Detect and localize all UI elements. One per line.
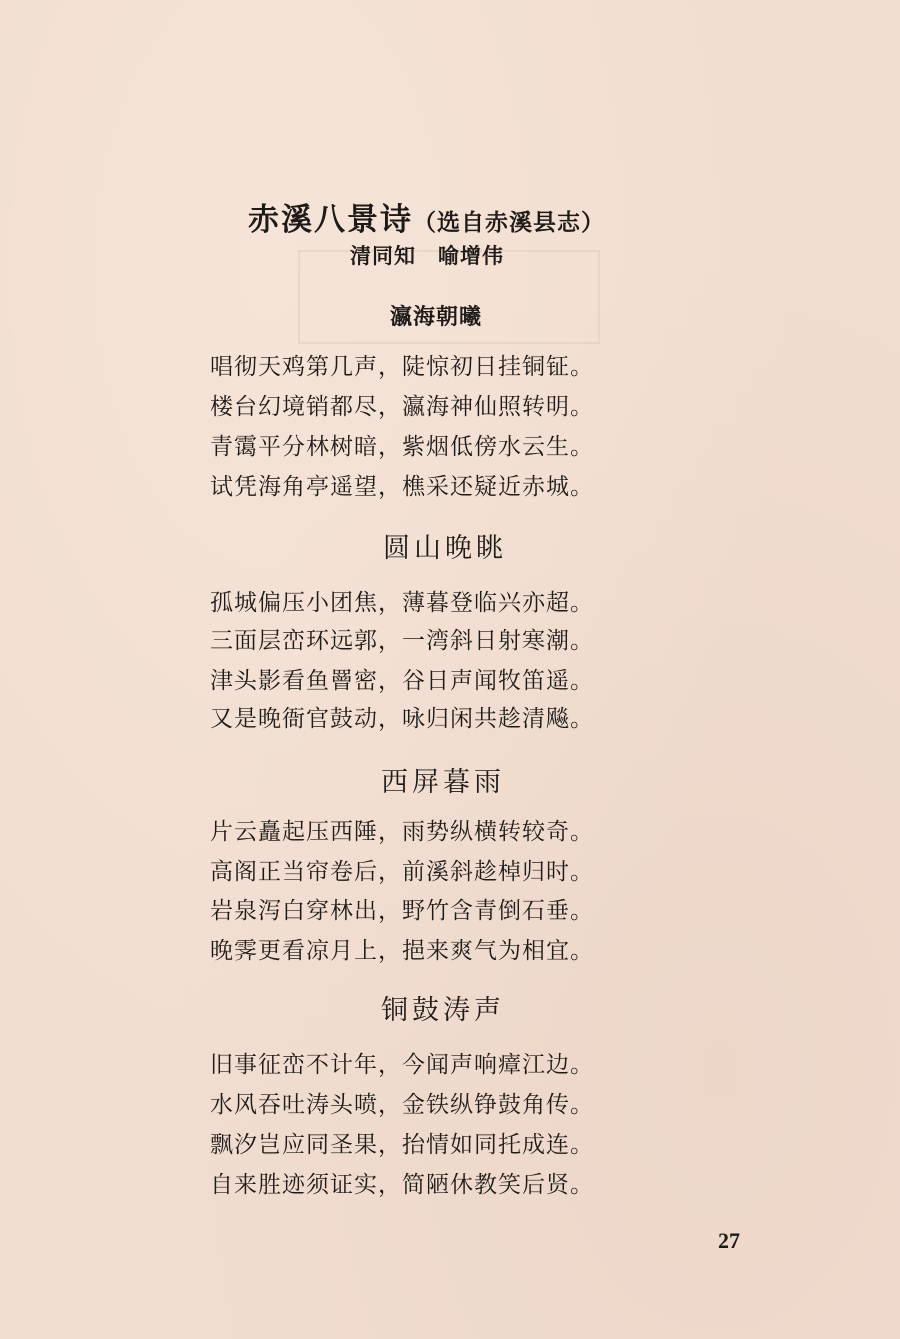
poem-title-4: 铜鼓涛声	[381, 995, 505, 1026]
author-line	[350, 240, 504, 270]
poem-2-line-2: 三面层峦环远郭，一湾斜日射寒潮。	[210, 628, 594, 654]
poem-2-line-3: 津头影看鱼罾密，谷日声闻牧笛遥。	[210, 668, 594, 694]
collection-title-note: （选自赤溪县志）	[413, 209, 605, 236]
collection-title	[248, 194, 605, 239]
poem-1-line-2: 楼台幻境销都尽，瀛海神仙照转明。	[210, 394, 594, 420]
poem-3-line-2: 高阁正当帘卷后，前溪斜趁棹归时。	[210, 859, 594, 885]
poem-4-line-4: 自来胜迹须证实，简陋休教笑后贤。	[210, 1172, 594, 1198]
poem-2-line-4: 又是晚衙官鼓动，咏归闲共趁清飚。	[210, 706, 594, 732]
poem-title-2: 圆山晚眺	[383, 533, 507, 564]
poem-1-line-1: 唱彻天鸡第几声，陡惊初日挂铜钲。	[210, 354, 594, 380]
poem-4-line-3: 飘汐岂应同圣果，抬情如同托成连。	[210, 1132, 594, 1158]
poem-title-3: 西屏暮雨	[381, 767, 505, 798]
poem-4-line-2: 水风吞吐涛头喷，金铁纵铮鼓角传。	[210, 1092, 594, 1118]
poem-1-line-3: 青霭平分林树暗，紫烟低傍水云生。	[210, 434, 594, 460]
poem-3-line-1: 片云矗起压西陲，雨势纵横转较奇。	[210, 819, 594, 845]
page-number: 27	[718, 1228, 740, 1253]
poem-2-line-1: 孤城偏压小团焦，薄暮登临兴亦超。	[210, 590, 594, 616]
poem-title-1: 瀛海朝曦	[390, 304, 483, 330]
poem-1-line-4: 试凭海角亭遥望，樵采还疑近赤城。	[210, 474, 594, 500]
poem-3-line-4: 晚霁更看凉月上，挹来爽气为相宜。	[210, 938, 594, 964]
collection-title-text: 赤溪八景诗	[248, 202, 413, 238]
poem-3-line-3: 岩泉泻白穿林出，野竹含青倒石垂。	[210, 898, 594, 924]
author-role: 清同知	[350, 243, 416, 268]
poem-4-line-1: 旧事征峦不计年，今闻声响瘴江边。	[210, 1052, 594, 1078]
author-name: 喻增伟	[438, 243, 504, 268]
